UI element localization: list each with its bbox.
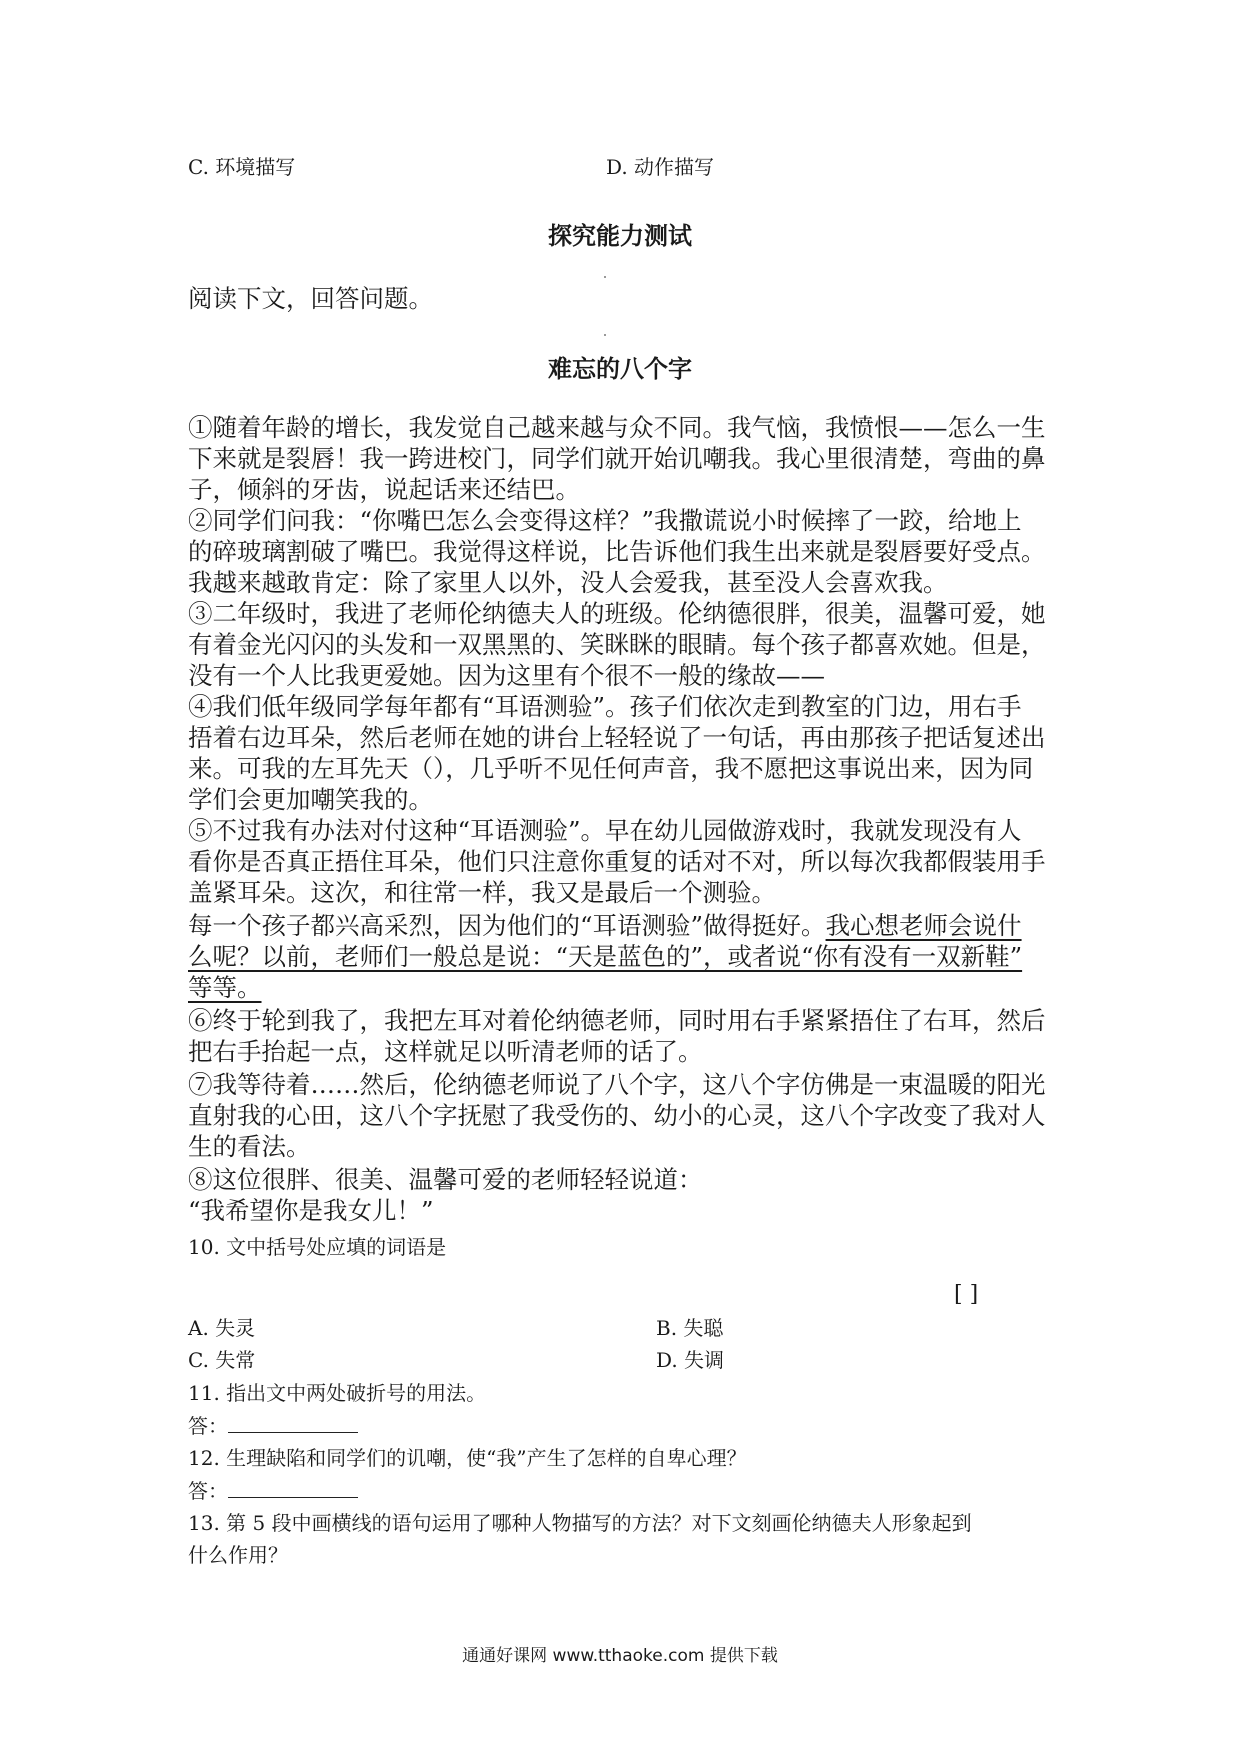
article-line: “我希望你是我女儿！”: [188, 1196, 434, 1225]
article-line: ①随着年龄的增长，我发觉自己越来越与众不同。我气恼，我愤恨——怎么一生: [188, 413, 1046, 442]
option-c-prev: C. 环境描写: [188, 155, 296, 179]
instruction-text: 阅读下文，回答问题。: [188, 284, 433, 313]
article-line: ⑧这位很胖、很美、温馨可爱的老师轻轻说道：: [188, 1165, 703, 1194]
footer-credit: 通通好课网 www.tthaoke.com 提供下载: [462, 1646, 778, 1666]
article-line: 子，倾斜的牙齿，说起话来还结巴。: [188, 475, 580, 504]
article-line: 生的看法。: [188, 1132, 311, 1161]
article-line: ②同学们问我：“你嘴巴怎么会变得这样？”我撒谎说小时候摔了一跤，给地上: [188, 506, 1022, 535]
question-13: 13. 第 5 段中画横线的语句运用了哪种人物描写的方法？对下文刻画伦纳德夫人形象起到: [188, 1511, 972, 1535]
article-line: 我越来越敢肯定：除了家里人以外，没人会爱我，甚至没人会喜欢我。: [188, 568, 948, 597]
article-line: 捂着右边耳朵，然后老师在她的讲台上轻轻说了一句话，再由那孩子把话复述出: [188, 723, 1046, 752]
article-line: 看你是否真正捂住耳朵，他们只注意你重复的话对不对，所以每次我都假装用手: [188, 847, 1046, 876]
article-line: ③二年级时，我进了老师伦纳德夫人的班级。伦纳德很胖，很美，温馨可爱，她: [188, 599, 1046, 628]
article-line: 有着金光闪闪的头发和一双黑黑的、笑眯眯的眼睛。每个孩子都喜欢她。但是，: [188, 630, 1046, 659]
answer-line-11: [188, 1410, 358, 1441]
article-line: 没有一个人比我更爱她。因为这里有个很不一般的缘故——: [188, 661, 825, 690]
article-line: 直射我的心田，这八个字抚慰了我受伤的、幼小的心灵，这八个字改变了我对人: [188, 1101, 1046, 1130]
article-line: [188, 910, 1022, 942]
article-line: ④我们低年级同学每年都有“耳语测验”。孩子们依次走到教室的门边，用右手: [188, 692, 1022, 721]
article-line: 学们会更加嘲笑我的。: [188, 785, 433, 814]
section-title: 探究能力测试: [548, 222, 692, 250]
question-12: 12. 生理缺陷和同学们的讥嘲，使“我”产生了怎样的自卑心理？: [188, 1446, 747, 1470]
article-line: 盖紧耳朵。这次，和往常一样，我又是最后一个测验。: [188, 878, 776, 907]
article-line: 下来就是裂唇！我一跨进校门，同学们就开始讥嘲我。我心里很清楚，弯曲的鼻: [188, 444, 1046, 473]
scan-dot: [604, 276, 606, 278]
underlined-sentence: 我心想老师会说什: [825, 911, 1022, 940]
article-line: ⑦我等待着……然后，伦纳德老师说了八个字，这八个字仿佛是一束温暖的阳光: [188, 1070, 1046, 1099]
article-line: 来。可我的左耳先天（），几乎听不见任何声音，我不愿把这事说出来，因为同: [188, 754, 1034, 783]
article-title: 难忘的八个字: [548, 355, 692, 383]
answer-blank: [228, 1410, 358, 1433]
article-line: ⑥终于轮到我了，我把左耳对着伦纳德老师，同时用右手紧紧捂住了右耳，然后: [188, 1006, 1046, 1035]
option-d-prev: D. 动作描写: [606, 155, 715, 179]
option-c: C. 失常: [188, 1348, 256, 1372]
answer-label: 答：: [188, 1479, 228, 1503]
underlined-sentence: 等等。: [188, 973, 262, 1002]
article-line: ⑤不过我有办法对付这种“耳语测验”。早在幼儿园做游戏时，我就发现没有人: [188, 816, 1022, 845]
article-line: 的碎玻璃割破了嘴巴。我觉得这样说，比告诉他们我生出来就是裂唇要好受点。: [188, 537, 1046, 566]
option-d: D. 失调: [656, 1348, 725, 1372]
plain-text: 每一个孩子都兴高采烈，因为他们的“耳语测验”做得挺好。: [188, 911, 826, 940]
answer-line-12: [188, 1475, 358, 1506]
answer-label: 答：: [188, 1414, 228, 1438]
question-10: 10. 文中括号处应填的词语是: [188, 1235, 447, 1259]
question-11: 11. 指出文中两处破折号的用法。: [188, 1381, 487, 1405]
option-b: B. 失聪: [656, 1316, 724, 1340]
scan-dot: [604, 334, 606, 336]
answer-bracket: [ ]: [954, 1282, 979, 1307]
article-line: 把右手抬起一点，这样就足以听清老师的话了。: [188, 1037, 703, 1066]
answer-blank: [228, 1475, 358, 1498]
question-13-cont: 什么作用？: [188, 1543, 288, 1567]
underlined-sentence: 么呢？以前，老师们一般总是说：“天是蓝色的”，或者说“你有没有一双新鞋”: [188, 942, 1023, 971]
option-a: A. 失灵: [188, 1316, 256, 1340]
